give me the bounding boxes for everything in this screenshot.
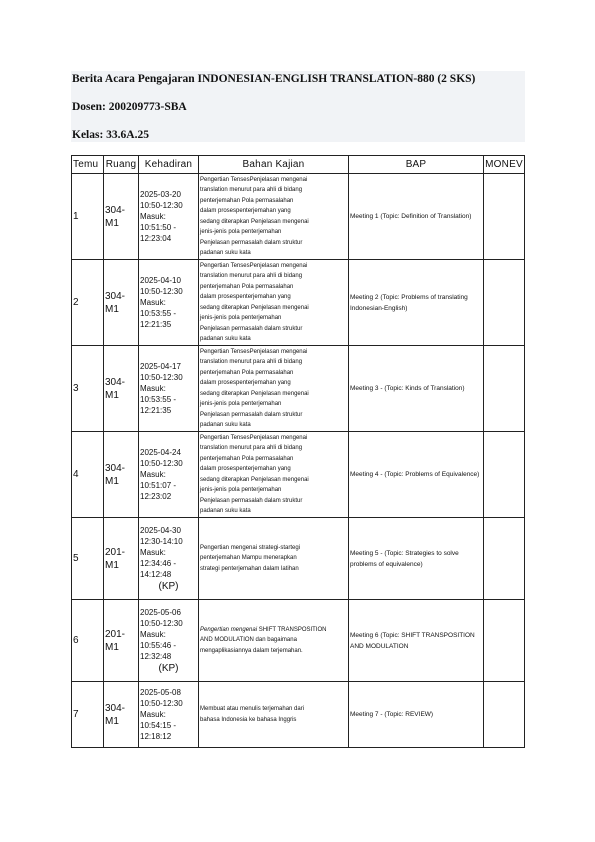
kehadiran-text: 2025-05-08 10:50-12:30 Masuk: 10:54:15 - 12:18:12: [140, 688, 183, 741]
document-title: Berita Acara Pengajaran INDONESIAN-ENGLISH TRANSLATION-880 (2 SKS): [72, 73, 476, 85]
table-row: [72, 518, 525, 600]
cell-monev: [484, 346, 525, 432]
table-row: [72, 260, 525, 346]
cell-monev: [484, 600, 525, 682]
cell-kehadiran: [139, 432, 199, 518]
cell-ruang: 304-M1: [104, 260, 139, 346]
bahan-italic-text: Pengertian mengenai: [200, 626, 258, 633]
cell-ruang: 201-M1: [104, 518, 139, 600]
col-header-bahan-kajian: Bahan Kajian: [199, 156, 349, 174]
kp-badge: (KP): [158, 580, 179, 592]
cell-temu: 3: [72, 346, 104, 432]
cell-temu: 6: [72, 600, 104, 682]
col-header-kehadiran: Kehadiran: [139, 156, 199, 174]
cell-kehadiran: [139, 600, 199, 682]
cell-bap: Meeting 6 (Topic: SHIFT TRANSPOSITION AND MODULATION: [349, 600, 484, 682]
cell-temu: 1: [72, 174, 104, 260]
cell-temu: 2: [72, 260, 104, 346]
table-header-row: [72, 156, 525, 174]
cell-bahan-kajian: Pengertian TensesPenjelasan mengenai translation menurut para ahli di bidang penterjemahan Pola permasalahan dalam prosespenterjemahan yang sedang diterapkan Penjelasan mengenai jenis-jenis pola penterjemahan Penjelasan permasalah dalam struktur padanan suku kata: [199, 432, 349, 518]
cell-bahan-kajian: Membuat atau menulis terjemahan dari bahasa Indonesia ke bahasa Inggris: [199, 682, 349, 748]
kehadiran-text: 2025-05-06 10:50-12:30 Masuk: 10:55:46 - 12:32:48: [140, 607, 183, 661]
cell-bahan-kajian: Pengertian mengenai strategi-startegi penterjemahan Mampu menerapkan strategi penterjemahan dalam latihan: [199, 518, 349, 600]
cell-ruang: 201-M1: [104, 600, 139, 682]
cell-bap: Meeting 5 - (Topic: Strategies to solve problems of equivalence): [349, 518, 484, 600]
kehadiran-text: 2025-04-17 10:50-12:30 Masuk: 10:53:55 - 12:21:35: [140, 362, 183, 415]
cell-kehadiran: [139, 174, 199, 260]
col-header-temu: Temu: [72, 156, 104, 174]
bahan-text: SHIFT TRANSPOSITION AND MODULATION dan bagaimana mengaplikasiannya dalam terjemahan.: [200, 626, 327, 654]
cell-bap: Meeting 3 - (Topic: Kinds of Translation): [349, 346, 484, 432]
cell-bahan-kajian: Pengertian TensesPenjelasan mengenai translation menurut para ahli di bidang penterjemahan Pola permasalahan dalam prosespenterjemahan yang sedang diterapkan Penjelasan mengenai jenis-jenis pola penterjemahan Penjelasan permasalah dalam struktur padanan suku kata: [199, 346, 349, 432]
kehadiran-text: 2025-03-20 10:50-12:30 Masuk: 10:51:50 - 12:23:04: [140, 190, 183, 243]
cell-monev: [484, 682, 525, 748]
table-row: [72, 346, 525, 432]
cell-bahan-kajian: Pengertian TensesPenjelasan mengenai translation menurut para ahli di bidang penterjemahan Pola permasalahan dalam prosespenterjemahan yang sedang diterapkan Penjelasan mengenai jenis-jenis pola penterjemahan Penjelasan permasalah dalam struktur padanan suku kata: [199, 174, 349, 260]
table-row: [72, 600, 525, 682]
cell-bap: Meeting 7 - (Topic: REVIEW): [349, 682, 484, 748]
cell-temu: 7: [72, 682, 104, 748]
kehadiran-text: 2025-04-30 12:30-14:10 Masuk: 12:34:46 - 14:12:48: [140, 525, 183, 579]
table-row: [72, 682, 525, 748]
table-row: [72, 174, 525, 260]
cell-temu: 5: [72, 518, 104, 600]
table-row: [72, 432, 525, 518]
attendance-table: [71, 155, 525, 748]
cell-monev: [484, 432, 525, 518]
cell-monev: [484, 518, 525, 600]
cell-bahan-kajian: [199, 600, 349, 682]
kp-badge: (KP): [158, 662, 179, 674]
cell-ruang: 304-M1: [104, 432, 139, 518]
kehadiran-text: 2025-04-24 10:50-12:30 Masuk: 10:51:07 - 12:23:02: [140, 448, 183, 501]
cell-bap: Meeting 2 (Topic: Problems of translating Indonesian-English): [349, 260, 484, 346]
cell-kehadiran: [139, 260, 199, 346]
cell-kehadiran: [139, 518, 199, 600]
cell-ruang: 304-M1: [104, 174, 139, 260]
cell-bahan-kajian: Pengertian TensesPenjelasan mengenai translation menurut para ahli di bidang penterjemahan Pola permasalahan dalam prosespenterjemahan yang sedang diterapkan Penjelasan mengenai jenis-jenis pola penterjemahan Penjelasan permasalah dalam struktur padanan suku kata: [199, 260, 349, 346]
col-header-ruang: Ruang: [104, 156, 139, 174]
cell-bap: Meeting 1 (Topic: Definition of Translation): [349, 174, 484, 260]
kehadiran-text: 2025-04-10 10:50-12:30 Masuk: 10:53:55 - 12:21:35: [140, 276, 183, 329]
cell-ruang: 304-M1: [104, 682, 139, 748]
col-header-bap: BAP: [349, 156, 484, 174]
cell-temu: 4: [72, 432, 104, 518]
cell-kehadiran: [139, 346, 199, 432]
cell-monev: [484, 174, 525, 260]
dosen-label: Dosen: 200209773-SBA: [72, 101, 187, 113]
cell-kehadiran: [139, 682, 199, 748]
kelas-label: Kelas: 33.6A.25: [72, 129, 149, 141]
cell-monev: [484, 260, 525, 346]
col-header-monev: MONEV: [484, 156, 525, 174]
cell-ruang: 304-M1: [104, 346, 139, 432]
cell-bap: Meeting 4 - (Topic: Problems of Equivalence): [349, 432, 484, 518]
